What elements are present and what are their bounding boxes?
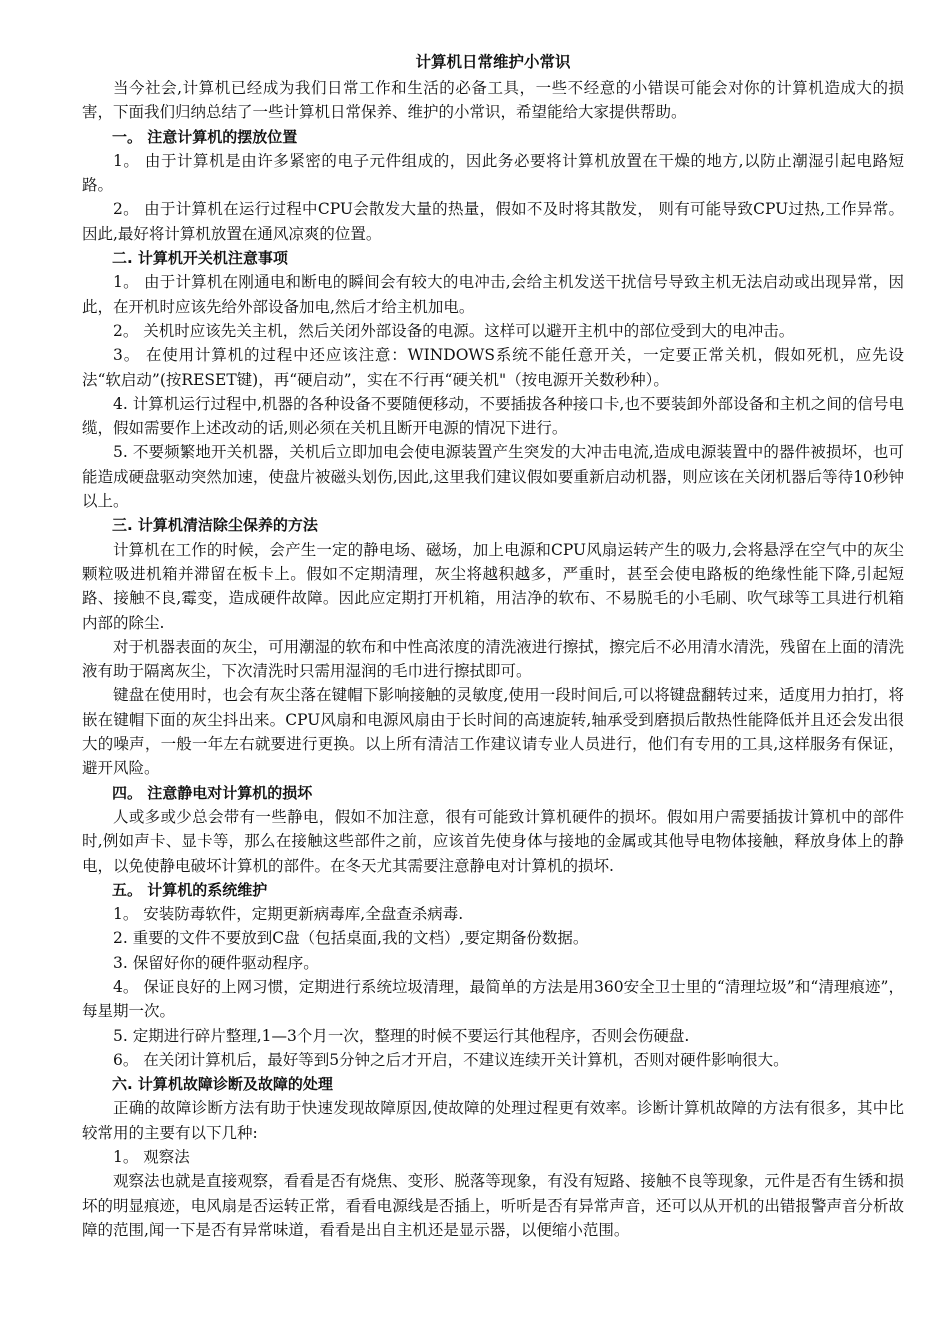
paragraph: 观察法也就是直接观察，看看是否有烧焦、变形、脱落等现象，有没有短路、接触不良等现象，元件是否有生锈和损坏的明显痕迹，电风扇是否运转正常，看看电源线是否插上，听听是否有异常声音，还可以从开机的出错报警声音分析故障的范围,闻一下是否有异常味道，看看是出自主机还是显示器，以便缩小范围。 (82, 1172, 904, 1239)
paragraph: 2。 关机时应该先关主机，然后关闭外部设备的电源。这样可以避开主机中的部位受到大的电冲击。 (113, 321, 795, 340)
paragraph: 1。 由于计算机是由许多紧密的电子元件组成的，因此务必要将计算机放置在干燥的地方,以防止潮湿引起电路短路。 (82, 151, 904, 195)
paragraph: 键盘在使用时，也会有灰尘落在键帽下影响接触的灵敏度,使用一段时间后,可以将键盘翻转过来，适度用力拍打，将嵌在键帽下面的灰尘抖出来。CPU风扇和电源风扇由于长时间的高速旋转,轴承受到磨损后散热性能降低并且还会发出很大的噪声，一般一年左右就要进行更换。以上所有清洁工作建议请专业人员进行，他们有专用的工具,这样服务有保证，避开风险。 (82, 686, 904, 778)
paragraph: 5. 不要频繁地开关机器，关机后立即加电会使电源装置产生突发的大冲击电流,造成电源装置中的器件被损坏，也可能造成硬盘驱动突然加速，使盘片被磁头划伤,因此,这里我们建议假如要重新启动机器，则应该在关闭机器后等待10秒钟以上。 (82, 443, 904, 511)
section-heading: 一。 注意计算机的摆放位置 (112, 127, 298, 146)
paragraph: 人或多或少总会带有一些静电，假如不加注意，很有可能致计算机硬件的损坏。假如用户需要插拔计算机中的部件时,例如声卡、显卡等，那么在接触这些部件之前，应该首先使身体与接地的金属或其他导电物体接触，释放身体上的静电，以免使静电破坏计算机的部件。在冬天尤其需要注意静电对计算机的损坏. (82, 807, 904, 875)
paragraph: 4。 保证良好的上网习惯，定期进行系统垃圾清理，最简单的方法是用360安全卫士里的“清理垃圾”和“清理痕迹”，每星期一次。 (82, 977, 904, 1021)
section-heading: 五。 计算机的系统维护 (112, 880, 268, 899)
paragraph: 正确的故障诊断方法有助于快速发现故障原因,使故障的处理过程更有效率。诊断计算机故障的方法有很多，其中比较常用的主要有以下几种: (82, 1099, 904, 1142)
document-title: 计算机日常维护小常识 (415, 53, 571, 71)
paragraph: 2。 由于计算机在运行过程中CPU会散发大量的热量，假如不及时将其散发， 则有可能导致CPU过热,工作异常。因此,最好将计算机放置在通风凉爽的位置。 (82, 200, 904, 243)
intro-paragraph: 当今社会,计算机已经成为我们日常工作和生活的必备工具，一些不经意的小错误可能会对你的计算机造成大的损害，下面我们归纳总结了一些计算机日常保养、维护的小常识，希望能给大家提供帮助。 (82, 79, 904, 122)
paragraph: 3。 在使用计算机的过程中还应该注意：WINDOWS系统不能任意开关，一定要正常关机，假如死机，应先设法“软启动”(按RESET键)，再“硬启动”，实在不行再“硬关机"（按电源开关数秒种）。 (82, 346, 904, 389)
paragraph: 3. 保留好你的硬件驱动程序。 (113, 953, 319, 972)
paragraph: 2. 重要的文件不要放到C盘（包括桌面,我的文档）,要定期备份数据。 (113, 929, 589, 948)
section-heading: 三. 计算机清洁除尘保养的方法 (112, 516, 318, 535)
paragraph: 计算机在工作的时候，会产生一定的静电场、磁场，加上电源和CPU风扇运转产生的吸力,会将悬浮在空气中的灰尘颗粒吸进机箱并滞留在板卡上。假如不定期清理，灰尘将越积越多，严重时，甚至会使电路板的绝缘性能下降,引起短路、接触不良,霉变，造成硬件故障。因此应定期打开机箱，用洁净的软布、不易脱毛的小毛刷、吹气球等工具进行机箱内部的除尘. (82, 540, 904, 632)
paragraph: 对于机器表面的灰尘，可用潮湿的软布和中性高浓度的清洗液进行擦拭，擦完后不必用清水清洗，残留在上面的清洗液有助于隔离灰尘，下次清洗时只需用湿润的毛巾进行擦拭即可。 (82, 637, 904, 681)
section-heading: 四。 注意静电对计算机的损坏 (112, 783, 313, 802)
paragraph: 1。 观察法 (113, 1148, 190, 1167)
section-heading: 二. 计算机开关机注意事项 (112, 249, 288, 268)
paragraph: 5. 定期进行碎片整理,1—3个月一次，整理的时候不要运行其他程序，否则会伤硬盘. (113, 1026, 690, 1045)
section-heading: 六. 计算机故障诊断及故障的处理 (112, 1075, 333, 1094)
paragraph: 1。 安装防毒软件，定期更新病毒库,全盘查杀病毒. (113, 905, 464, 924)
paragraph: 4. 计算机运行过程中,机器的各种设备不要随便移动，不要插拔各种接口卡,也不要装卸外部设备和主机之间的信号电缆，假如需要作上述改动的话,则必须在关机且断开电源的情况下进行。 (82, 394, 904, 438)
paragraph: 6。 在关闭计算机后，最好等到5分钟之后才开启，不建议连续开关计算机，否则对硬件影响很大。 (113, 1050, 789, 1069)
paragraph: 1。 由于计算机在刚通电和断电的瞬间会有较大的电冲击,会给主机发送干扰信号导致主机无法启动或出现异常，因此，在开机时应该先给外部设备加电,然后才给主机加电。 (82, 273, 904, 316)
